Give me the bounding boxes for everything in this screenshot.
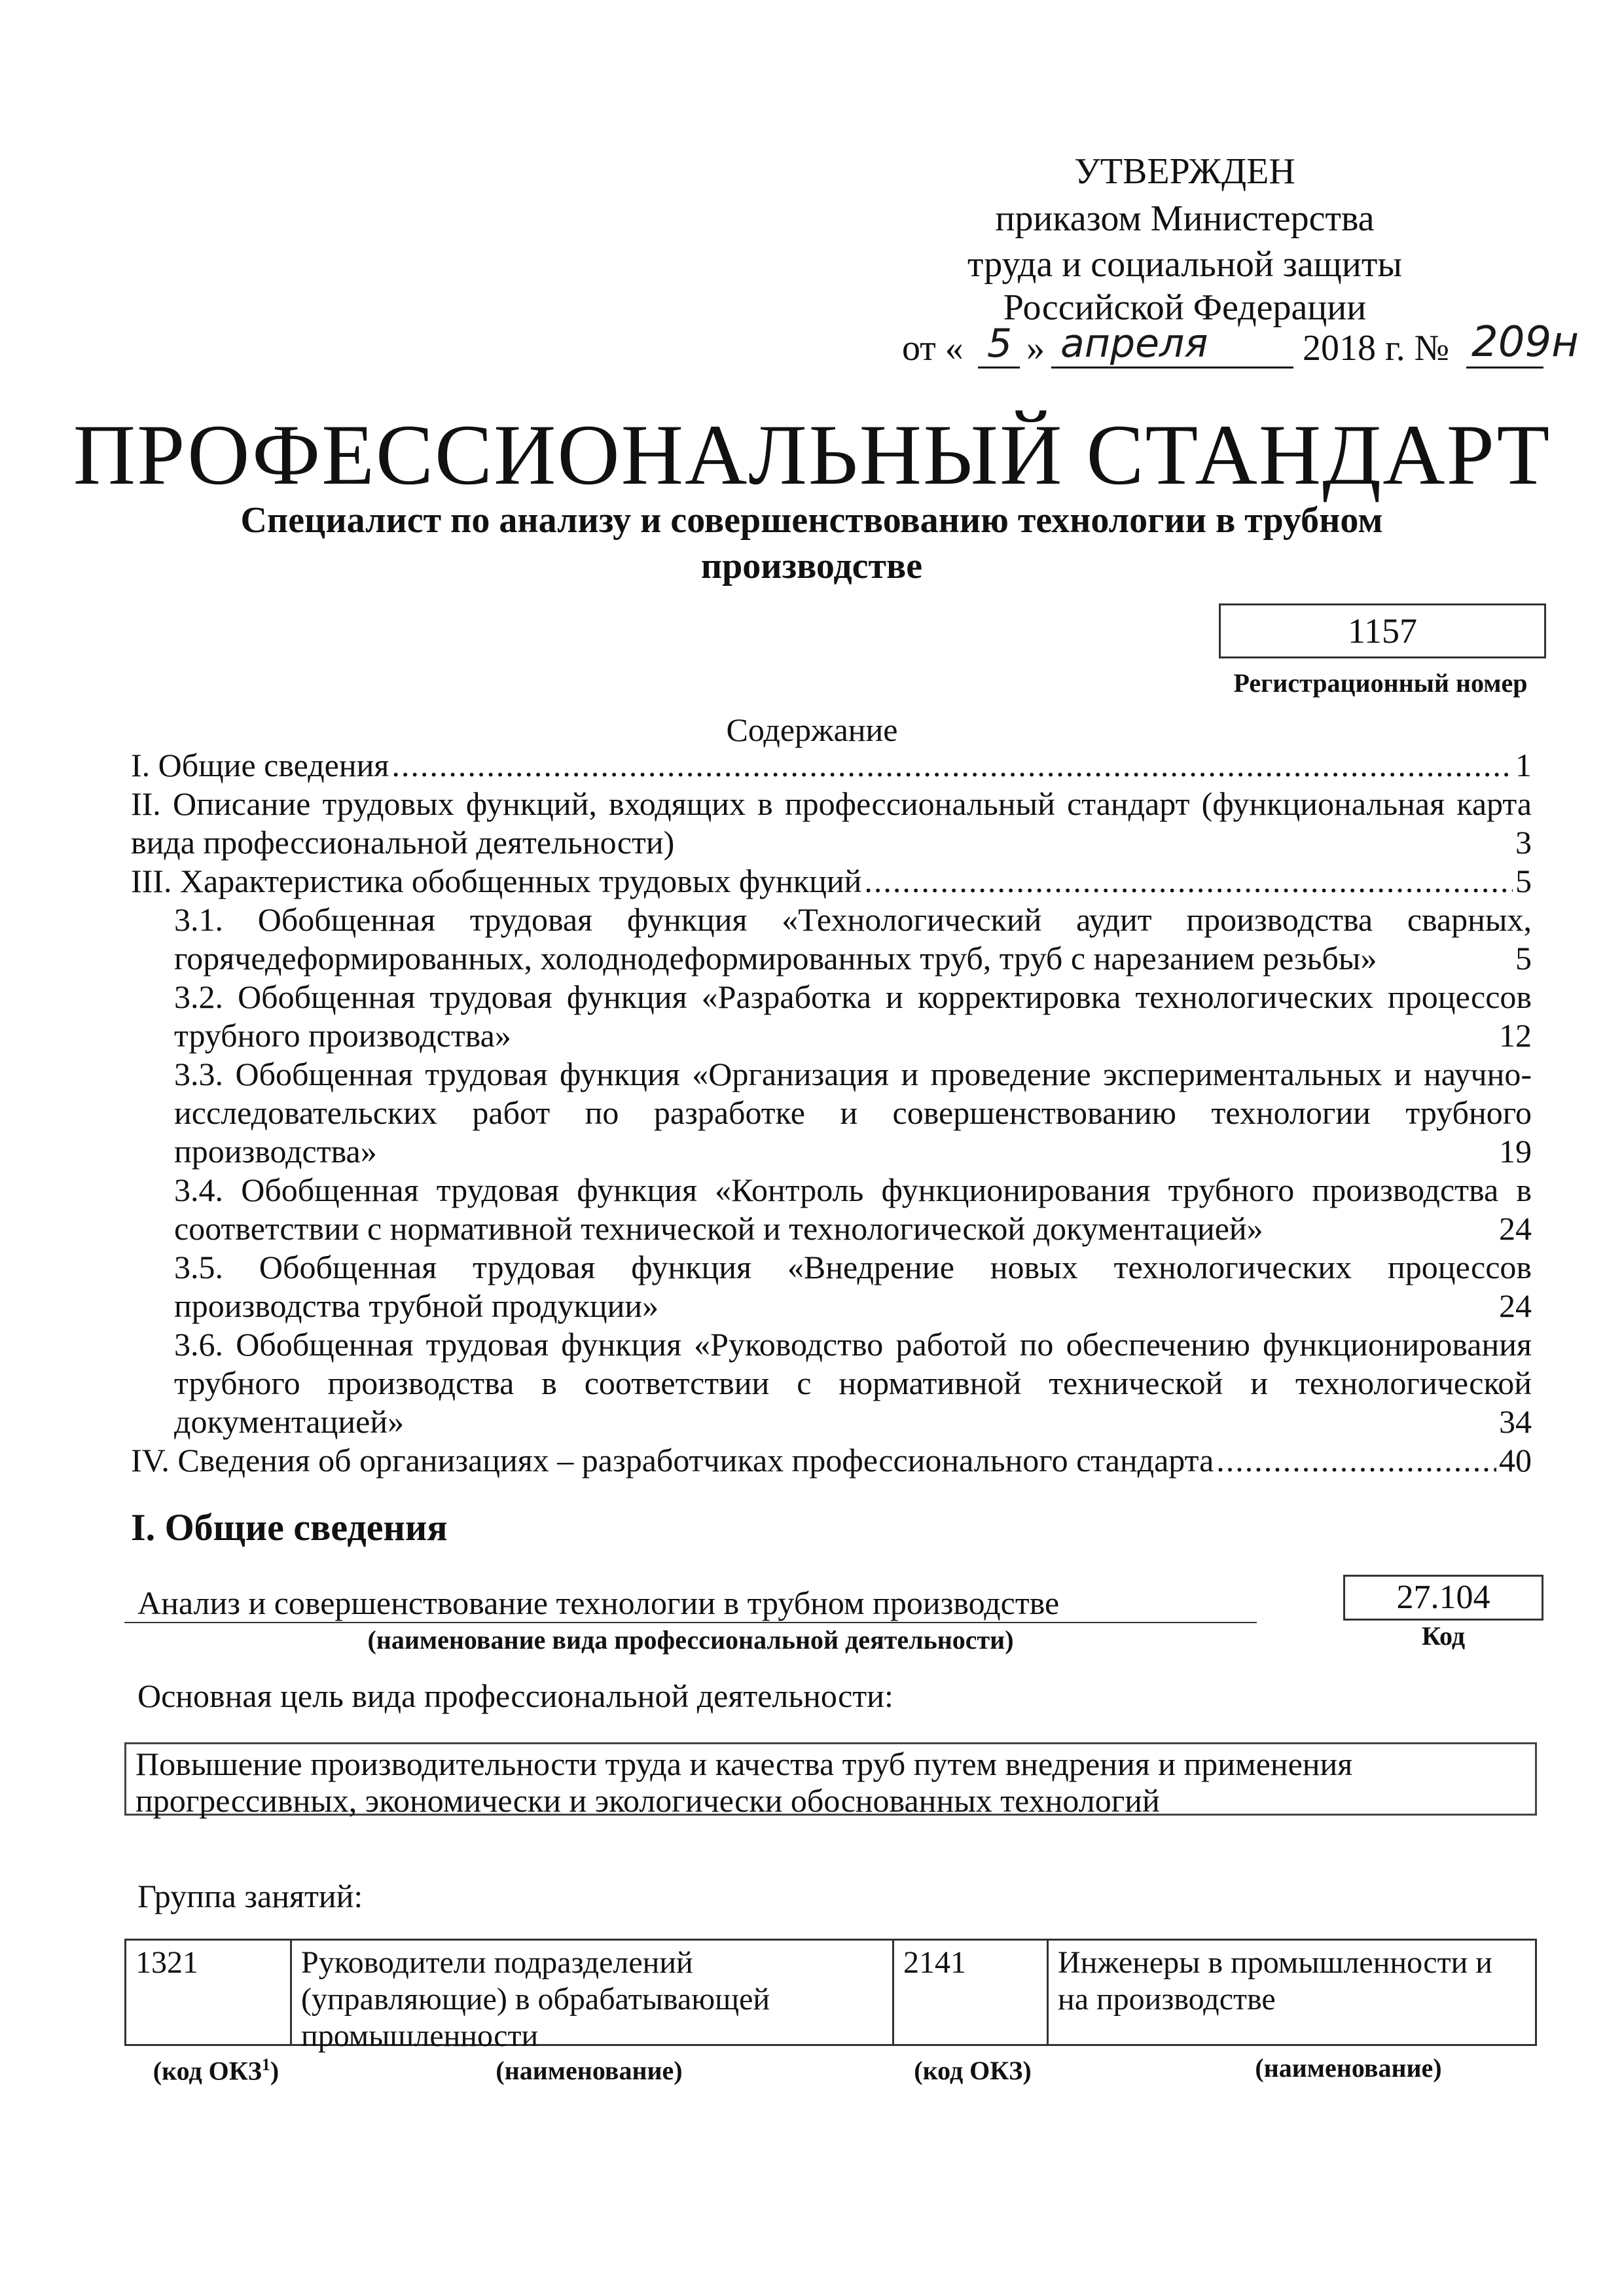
registration-caption: Регистрационный номер	[1233, 668, 1528, 698]
toc-entry-text: I. Общие сведения	[131, 747, 389, 783]
toc-entry-text: 3.4. Обобщенная трудовая функция «Контроль функционирования трубного производства в соответствии с нормативной технической и технологической документацией»	[174, 1172, 1532, 1247]
toc-entry[interactable]	[131, 862, 1532, 901]
approval-number: 209н	[1471, 318, 1579, 367]
toc-entry[interactable]	[174, 1171, 1532, 1248]
okz-code-caption-1: (код ОКЗ$^1$)	[153, 2055, 280, 2086]
toc-entry-text: III. Характеристика обобщенных трудовых функций	[131, 863, 862, 899]
toc-entry-text: 3.1. Обобщенная трудовая функция «Технологический аудит производства сварных, горячедеформированных, холоднодеформированных труб, труб с нарезанием резьбы»	[174, 901, 1532, 977]
toc-entry[interactable]	[174, 1055, 1532, 1171]
toc-entry[interactable]	[174, 1325, 1532, 1441]
toc-entry-page: 5	[1515, 863, 1532, 899]
toc-title: Содержание	[726, 711, 898, 748]
activity-name: Анализ и совершенствование технологии в трубном производстве	[137, 1585, 1060, 1621]
toc-entry[interactable]	[131, 785, 1532, 862]
number-underline	[1466, 367, 1543, 368]
toc-entry[interactable]	[174, 1248, 1532, 1325]
toc-entry[interactable]	[131, 746, 1532, 785]
group-name-1: Руководители подразделений (управляющие) в обрабатывающей промышленности	[292, 1941, 894, 2044]
approval-month: апреля	[1060, 321, 1208, 367]
toc-entry-page: 40	[1499, 1442, 1532, 1479]
activity-underline	[124, 1622, 1257, 1623]
toc-entry-page: 24	[1499, 1210, 1532, 1247]
table-of-contents	[131, 746, 1532, 1480]
approval-line2: приказом Министерства	[995, 198, 1375, 239]
group-label: Группа занятий:	[137, 1878, 363, 1914]
toc-entry[interactable]	[131, 1441, 1532, 1480]
toc-entry-text: 3.5. Обобщенная трудовая функция «Внедрение новых технологических процессов производства трубной продукции»	[174, 1249, 1532, 1324]
toc-entry-page: 12	[1499, 1017, 1532, 1054]
section-heading: I. Общие сведения	[131, 1506, 448, 1549]
toc-entry-page: 24	[1499, 1287, 1532, 1324]
month-underline	[1051, 367, 1293, 368]
name-caption-2: (наименование)	[1255, 2053, 1442, 2083]
name-caption-1: (наименование)	[496, 2056, 683, 2085]
okz-code-caption-2: (код ОКЗ)	[914, 2056, 1032, 2085]
page-title: ПРОФЕССИОНАЛЬНЫЙ СТАНДАРТ	[73, 406, 1551, 503]
toc-entry-text: 3.6. Обобщенная трудовая функция «Руководство работой по обеспечению функционирования трубного производства в соответствии с нормативной технической и технологической документацией»	[174, 1326, 1532, 1440]
registration-number-box: 1157	[1219, 603, 1546, 658]
toc-entry-page: 19	[1499, 1133, 1532, 1170]
toc-entry-page: 5	[1515, 940, 1532, 977]
toc-entry-text: 3.3. Обобщенная трудовая функция «Организация и проведение экспериментальных и научно-исследовательских работ по разработке и совершенствованию технологии трубного производства»	[174, 1056, 1532, 1170]
approval-close-quote: »	[1026, 328, 1045, 368]
group-code-2: 2141	[894, 1941, 1049, 2044]
approval-line1: УТВЕРЖДЕН	[1074, 151, 1295, 192]
toc-entry-text: II. Описание трудовых функций, входящих в профессиональный стандарт (функциональная карта вида профессиональной деятельности)	[131, 785, 1532, 861]
approval-line4: Российской Федерации	[1003, 287, 1367, 328]
toc-entry-page: 1	[1515, 747, 1532, 783]
page-subtitle: Специалист по анализу и совершенствованию технологии в трубном производстве	[240, 500, 1383, 586]
toc-entry-page: 3	[1515, 824, 1532, 861]
footnote-marker: 1	[261, 2055, 270, 2074]
group-name-2: Инженеры в промышленности и на производстве	[1058, 1945, 1492, 2017]
code-caption: Код	[1421, 1621, 1466, 1651]
toc-entry[interactable]	[174, 978, 1532, 1055]
toc-entry-page: 34	[1499, 1403, 1532, 1440]
day-underline	[978, 367, 1020, 368]
toc-entry-text: 3.2. Обобщенная трудовая функция «Разработка и корректировка технологических процессов трубного производства»	[174, 978, 1532, 1054]
approval-line3: труда и социальной защиты	[967, 244, 1402, 285]
approval-from: от «	[902, 328, 964, 368]
goal-box: Повышение производительности труда и качества труб путем внедрения и применения прогрессивных, экономически и экологически обоснованных технологий	[124, 1742, 1537, 1816]
goal-label: Основная цель вида профессиональной деятельности:	[137, 1677, 893, 1714]
toc-entry[interactable]	[174, 901, 1532, 978]
activity-code-box: 27.104	[1343, 1575, 1543, 1621]
approval-year: 2018 г. №	[1303, 328, 1450, 368]
occupation-group-table	[124, 1939, 1537, 2053]
group-code-1: 1321	[126, 1941, 292, 2044]
activity-caption: (наименование вида профессиональной деятельности)	[367, 1625, 1014, 1655]
approval-day: 5	[987, 321, 1013, 367]
toc-entry-text: IV. Сведения об организациях – разработчиках профессионального стандарта	[131, 1442, 1214, 1479]
